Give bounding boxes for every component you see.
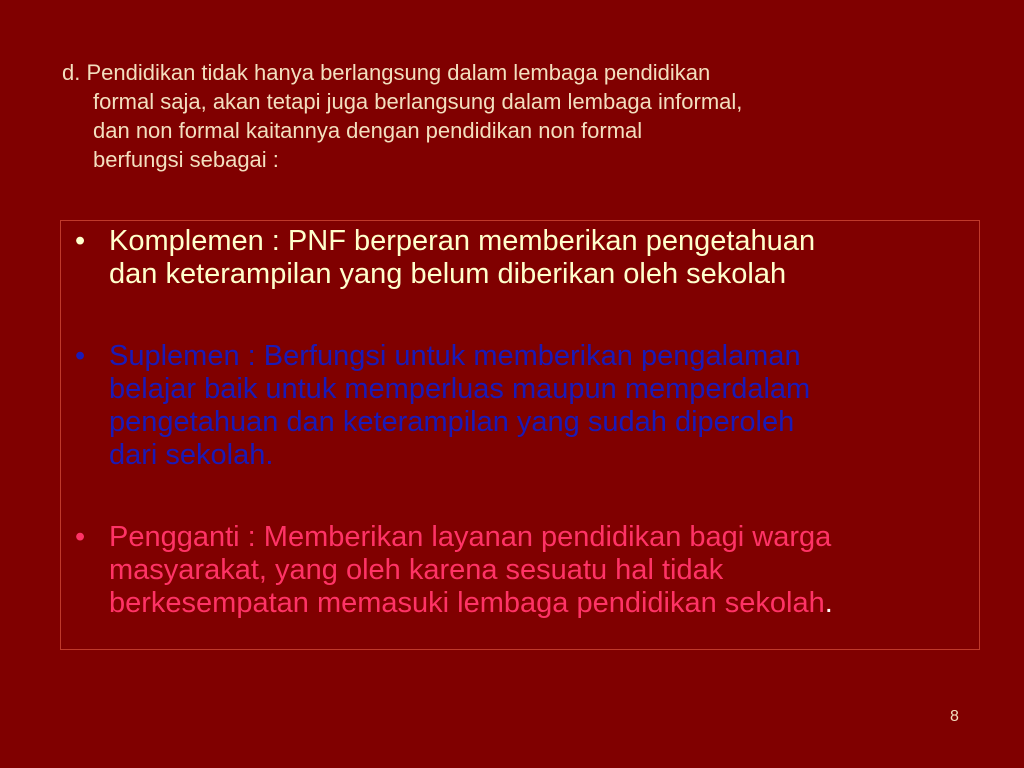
content-box	[60, 220, 980, 650]
bullet-pengganti	[75, 521, 965, 620]
trailing-period: .	[824, 587, 833, 619]
bullet-line: Komplemen : PNF berperan memberikan pengetahuan	[109, 225, 816, 257]
heading-line: formal saja, akan tetapi juga berlangsung dalam lembaga informal,	[93, 89, 743, 114]
heading-line: dan non formal kaitannya dengan pendidikan non formal	[93, 118, 643, 143]
heading-line: d. Pendidikan tidak hanya berlangsung dalam lembaga pendidikan	[62, 60, 711, 85]
bullet-line: belajar baik untuk memperluas maupun memperdalam	[109, 373, 811, 405]
bullet-line: Suplemen : Berfungsi untuk memberikan pengalaman	[109, 340, 801, 372]
bullet-icon: •	[75, 521, 86, 553]
bullet-line: pengetahuan dan keterampilan yang sudah diperoleh	[109, 406, 795, 438]
bullet-text	[75, 225, 965, 291]
bullet-icon: •	[75, 340, 86, 372]
bullet-line: berkesempatan memasuki lembaga pendidikan sekolah	[109, 587, 825, 619]
bullet-line: Pengganti : Memberikan layanan pendidikan bagi warga	[109, 521, 832, 553]
heading-line: berfungsi sebagai :	[93, 147, 279, 172]
bullet-text	[75, 340, 965, 472]
bullet-line: dan keterampilan yang belum diberikan oleh sekolah	[109, 258, 787, 290]
bullet-text	[75, 521, 965, 620]
bullet-line: dari sekolah.	[109, 439, 274, 471]
bullet-line: masyarakat, yang oleh karena sesuatu hal tidak	[109, 554, 724, 586]
bullet-icon: •	[75, 225, 86, 257]
bullet-suplemen	[75, 340, 965, 472]
page-number: 8	[950, 708, 959, 725]
bullet-line-last	[109, 587, 965, 620]
bullet-komplemen	[75, 225, 965, 291]
slide-heading	[62, 58, 962, 174]
